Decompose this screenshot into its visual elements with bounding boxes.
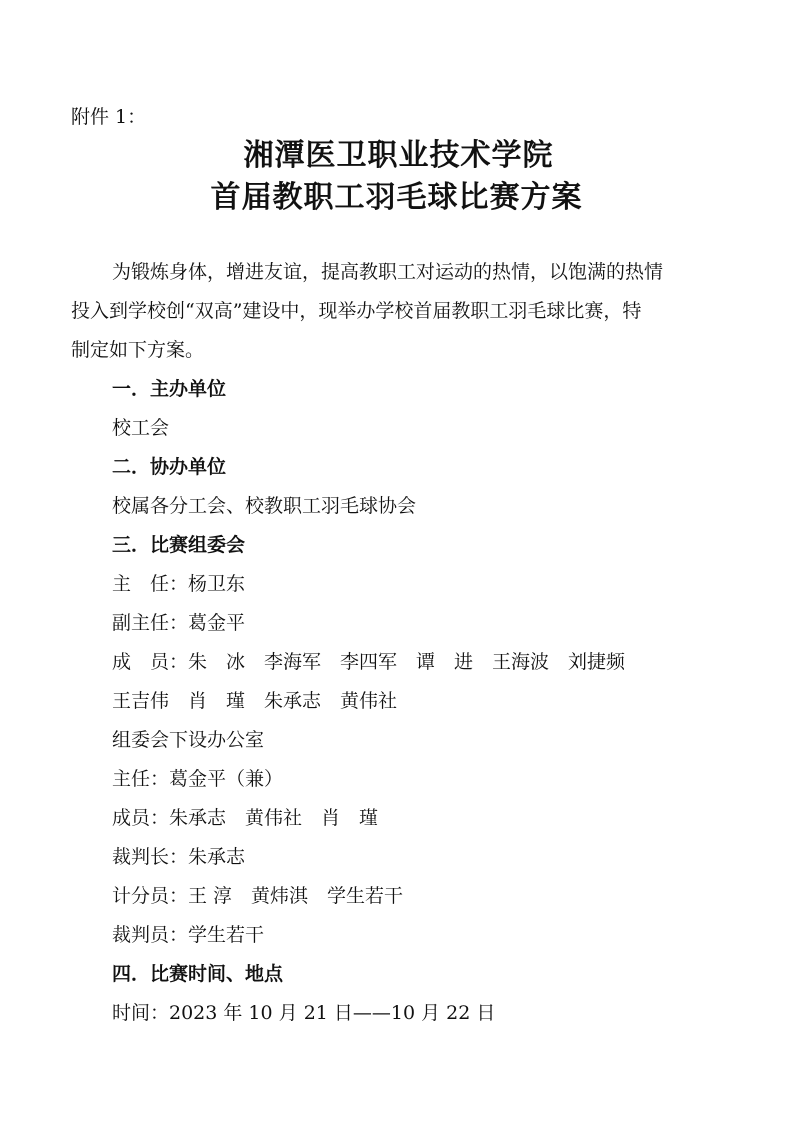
committee-director: 主 任：杨卫东 bbox=[112, 573, 246, 595]
office-members: 成员：朱承志 黄伟社 肖 瑾 bbox=[112, 807, 379, 829]
intro-paragraph-line2: 投入到学校创“双高”建设中，现举办学校首届教职工羽毛球比赛，特 bbox=[71, 300, 642, 322]
committee-members-line1: 成 员：朱 冰 李海军 李四军 谭 进 王海波 刘捷频 bbox=[112, 651, 626, 673]
chief-referee: 裁判长：朱承志 bbox=[112, 846, 246, 868]
section-heading-co-organizer: 二．协办单位 bbox=[112, 456, 227, 478]
section-heading-time-venue: 四．比赛时间、地点 bbox=[112, 963, 284, 985]
referees: 裁判员：学生若干 bbox=[112, 924, 265, 946]
committee-office: 组委会下设办公室 bbox=[112, 729, 265, 751]
document-title-line2: 首届教职工羽毛球比赛方案 bbox=[210, 180, 583, 215]
document-title-line1: 湘潭医卫职业技术学院 bbox=[243, 138, 554, 173]
office-director: 主任：葛金平（兼） bbox=[112, 768, 284, 790]
committee-deputy-director: 副主任：葛金平 bbox=[112, 612, 246, 634]
intro-paragraph-line3: 制定如下方案。 bbox=[71, 339, 205, 361]
section-heading-organizer: 一．主办单位 bbox=[112, 378, 227, 400]
committee-members-line2: 王吉伟 肖 瑾 朱承志 黄伟社 bbox=[112, 690, 398, 712]
intro-paragraph-line1: 为锻炼身体，增进友谊，提高教职工对运动的热情，以饱满的热情 bbox=[112, 261, 664, 283]
section-heading-committee: 三．比赛组委会 bbox=[112, 534, 246, 556]
competition-time: 时间：2023 年 10 月 21 日——10 月 22 日 bbox=[112, 1002, 496, 1024]
scorers: 计分员：王 淳 黄炜淇 学生若干 bbox=[112, 885, 404, 907]
organizer-content: 校工会 bbox=[112, 417, 170, 439]
attachment-label: 附件 1： bbox=[71, 106, 147, 128]
co-organizer-content: 校属各分工会、校教职工羽毛球协会 bbox=[112, 495, 417, 517]
